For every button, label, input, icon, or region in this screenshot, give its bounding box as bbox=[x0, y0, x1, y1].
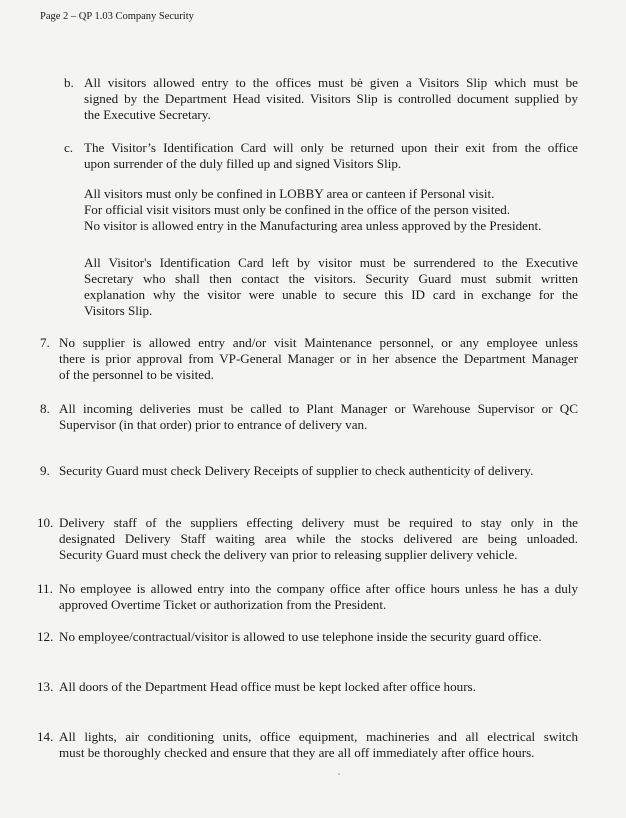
text-line: Supervisor (in that order) prior to entrance of delivery van. bbox=[59, 417, 368, 432]
text-line: signed by the Department Head visited. Visitors Slip is controlled document supplied by bbox=[84, 91, 578, 106]
text-line: Security Guard must check the delivery van prior to releasing supplier delivery vehicle. bbox=[59, 547, 518, 562]
text-line: All lights, air conditioning units, office equipment, machineries and all electrical switch bbox=[59, 729, 578, 744]
text-line: No visitor is allowed entry in the Manufacturing area unless approved by the President. bbox=[84, 218, 542, 233]
list-item bbox=[59, 335, 578, 383]
list-item bbox=[59, 679, 578, 695]
text-line: there is prior approval from VP-General Manager or in her absence the Department Manager bbox=[59, 351, 578, 366]
text-line: All incoming deliveries must be called to Plant Manager or Warehouse Supervisor or QC bbox=[59, 401, 578, 416]
text-line: designated Delivery Staff waiting area while the stocks delivered are being unloaded. bbox=[59, 531, 578, 546]
list-item bbox=[84, 140, 578, 172]
text-line: No employee is allowed entry into the company office after office hours unless he has a duly bbox=[59, 581, 578, 596]
list-item bbox=[84, 75, 578, 123]
item-label: b. bbox=[64, 75, 74, 90]
item-label: 10. bbox=[37, 515, 54, 530]
item-label: 11. bbox=[37, 581, 53, 596]
text-line: Secretary who shall then contact the visitors. Security Guard must submit written bbox=[84, 271, 578, 286]
text-line: All visitors must only be confined in LOBBY area or canteen if Personal visit. bbox=[84, 186, 495, 201]
list-item bbox=[59, 401, 578, 433]
text-line: All Visitor's Identification Card left by visitor must be surrendered to the Executive bbox=[84, 255, 578, 270]
item-label: 8. bbox=[40, 401, 50, 416]
item-label: 13. bbox=[37, 679, 54, 694]
text-line: For official visit visitors must only be confined in the office of the person visited. bbox=[84, 202, 511, 217]
item-label: 12. bbox=[37, 629, 54, 644]
text-line: of the personnel to be visited. bbox=[59, 367, 214, 382]
list-item bbox=[59, 515, 578, 563]
text-line: the Executive Secretary. bbox=[84, 107, 211, 122]
item-label: 14. bbox=[37, 729, 54, 744]
text-line: explanation why the visitor were unable to secure this ID card in exchange for the bbox=[84, 287, 578, 302]
page-header: Page 2 – QP 1.03 Company Security bbox=[40, 11, 194, 22]
text-line: must be thoroughly checked and ensure that they are all off immediately after office hours. bbox=[59, 745, 535, 760]
scan-speck bbox=[338, 773, 340, 775]
text-line: All visitors allowed entry to the offices must bė given a Visitors Slip which must be bbox=[84, 75, 578, 90]
list-item bbox=[59, 629, 578, 645]
list-item bbox=[59, 581, 578, 613]
text-line: Visitors Slip. bbox=[84, 303, 153, 318]
text-line: All doors of the Department Head office must be kept locked after office hours. bbox=[59, 679, 476, 694]
text-line: No employee/contractual/visitor is allowed to use telephone inside the security guard office. bbox=[59, 629, 542, 644]
list-item bbox=[59, 463, 578, 479]
text-line: Delivery staff of the suppliers effecting delivery must be required to stay only in the bbox=[59, 515, 578, 530]
paragraph bbox=[84, 255, 578, 319]
item-label: 7. bbox=[40, 335, 50, 350]
text-line: The Visitor’s Identification Card will only be returned upon their exit from the office bbox=[84, 140, 578, 155]
list-item bbox=[59, 729, 578, 761]
text-line: upon surrender of the duly filled up and signed Visitors Slip. bbox=[84, 156, 402, 171]
item-label: c. bbox=[64, 140, 74, 155]
text-line: Security Guard must check Delivery Receipts of supplier to check authenticity of delivery. bbox=[59, 463, 534, 478]
text-line: No supplier is allowed entry and/or visit Maintenance personnel, or any employee unless bbox=[59, 335, 578, 350]
item-label: 9. bbox=[40, 463, 50, 478]
text-line: approved Overtime Ticket or authorization from the President. bbox=[59, 597, 387, 612]
paragraph bbox=[84, 186, 578, 234]
